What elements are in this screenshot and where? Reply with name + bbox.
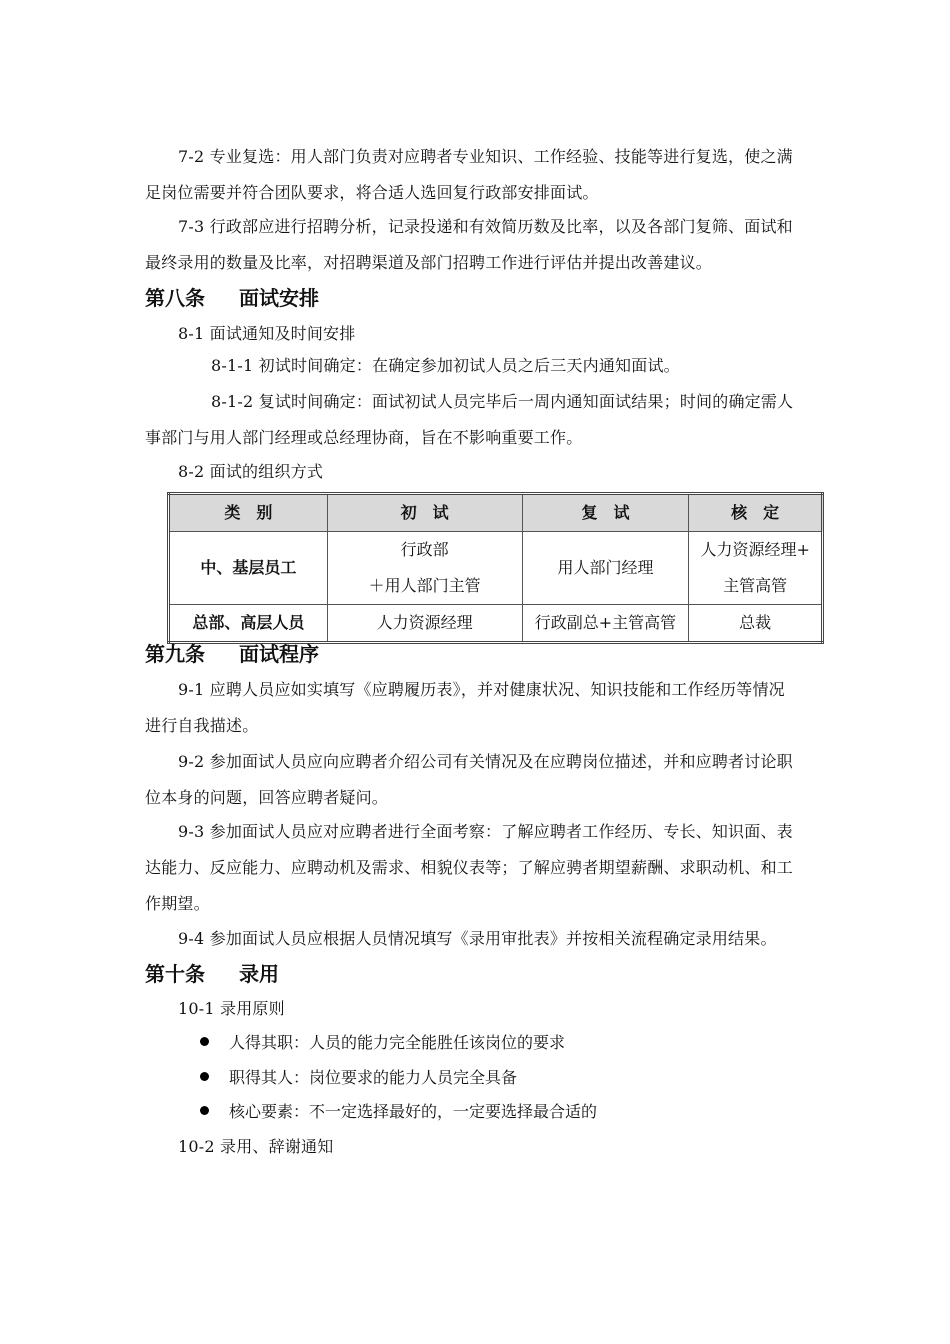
paragraph-9-3-line2: 达能力、反应能力、应聘动机及需求、相貌仪表等；了解应骋者期望薪酬、求职动机、和工 <box>145 858 794 877</box>
row2-first-interview: 人力资源经理 <box>327 605 522 643</box>
table-row <box>169 532 823 605</box>
bullet-icon <box>200 1106 209 1115</box>
heading-article-9 <box>145 642 319 666</box>
header-approval: 核 定 <box>689 494 823 532</box>
paragraph-8-1-2-line2: 事部门与用人部门经理或总经理协商，旨在不影响重要工作。 <box>145 428 583 447</box>
bullet-text: 核心要素：不一定选择最好的，一定要选择最合适的 <box>229 1102 598 1121</box>
paragraph-8-1: 8-1 面试通知及时间安排 <box>178 324 356 343</box>
header-first-interview: 初 试 <box>327 494 522 532</box>
bullet-icon <box>200 1037 209 1046</box>
article-9-title: 面试程序 <box>239 642 319 666</box>
article-10-title: 录用 <box>239 962 279 986</box>
row2-second-interview: 行政副总+主管高管 <box>522 605 689 643</box>
paragraph-9-1-line2: 进行自我描述。 <box>145 716 259 735</box>
row1-approval <box>689 532 823 605</box>
list-item <box>200 1102 597 1122</box>
paragraph-9-3-line1: 9-3 参加面试人员应对应聘者进行全面考察：了解应聘者工作经历、专长、知识面、表 <box>178 822 793 841</box>
row2-approval: 总裁 <box>689 605 823 643</box>
paragraph-9-4: 9-4 参加面试人员应根据人员情况填写《录用审批表》并按相关流程确定录用结果。 <box>178 929 777 948</box>
bullet-text: 职得其人：岗位要求的能力人员完全具备 <box>229 1068 518 1087</box>
paragraph-9-2-line2: 位本身的问题，回答应聘者疑问。 <box>145 788 389 807</box>
paragraph-10-2: 10-2 录用、辞谢通知 <box>178 1137 334 1156</box>
row1-first-interview <box>327 532 522 605</box>
article-8-number: 第八条 <box>145 286 205 310</box>
heading-article-10 <box>145 962 279 986</box>
row1-second-interview: 用人部门经理 <box>522 532 689 605</box>
paragraph-9-3-line3: 作期望。 <box>145 894 210 913</box>
paragraph-7-2-line1: 7-2 专业复选：用人部门负责对应聘者专业知识、工作经验、技能等进行复选，使之满 <box>178 147 793 166</box>
paragraph-7-3-line2: 最终录用的数量及比率，对招聘渠道及部门招聘工作进行评估并提出改善建议。 <box>145 253 713 272</box>
paragraph-7-3-line1: 7-3 行政部应进行招聘分析，记录投递和有效简历数及比率，以及各部门复筛、面试和 <box>178 217 793 236</box>
bullet-text: 人得其职：人员的能力完全能胜任该岗位的要求 <box>229 1033 566 1052</box>
paragraph-8-1-2-line1: 8-1-2 复试时间确定：面试初试人员完毕后一周内通知面试结果；时间的确定需人 <box>211 392 794 411</box>
heading-article-8 <box>145 286 319 310</box>
paragraph-8-2: 8-2 面试的组织方式 <box>178 462 324 481</box>
paragraph-10-1: 10-1 录用原则 <box>178 999 285 1018</box>
row1-category: 中、基层员工 <box>169 532 328 605</box>
bullet-icon <box>200 1072 209 1081</box>
paragraph-8-1-1: 8-1-1 初试时间确定：在确定参加初试人员之后三天内通知面试。 <box>211 356 680 375</box>
list-item <box>200 1033 565 1053</box>
row1-first-line1: 行政部 <box>400 540 449 559</box>
article-10-number: 第十条 <box>145 962 205 986</box>
table-header-row <box>169 494 823 532</box>
row2-category: 总部、高层人员 <box>169 605 328 643</box>
interview-organization-table <box>167 492 824 644</box>
row1-first-line2: ＋用人部门主管 <box>368 576 481 595</box>
paragraph-9-2-line1: 9-2 参加面试人员应向应聘者介绍公司有关情况及在应聘岗位描述，并和应聘者讨论职 <box>178 752 793 771</box>
list-item <box>200 1068 517 1088</box>
row1-approval-line1: 人力资源经理+ <box>700 540 810 559</box>
table-row <box>169 605 823 643</box>
header-second-interview: 复 试 <box>522 494 689 532</box>
article-9-number: 第九条 <box>145 642 205 666</box>
row1-approval-line2: 主管高管 <box>723 576 788 595</box>
article-8-title: 面试安排 <box>239 286 319 310</box>
paragraph-9-1-line1: 9-1 应聘人员应如实填写《应聘履历表》，并对健康状况、知识技能和工作经历等情况 <box>178 680 785 699</box>
paragraph-7-2-line2: 足岗位需要并符合团队要求，将合适人选回复行政部安排面试。 <box>145 183 599 202</box>
header-category: 类 别 <box>169 494 328 532</box>
